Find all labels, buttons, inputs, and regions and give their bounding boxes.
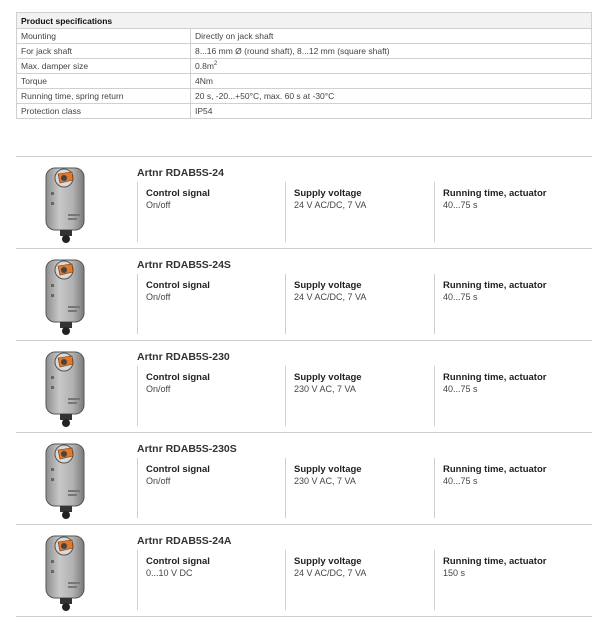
spec-value [191, 59, 592, 74]
spec-row [17, 104, 592, 119]
supply-voltage-value: 24 V AC/DC, 7 VA [294, 568, 367, 578]
product-specifications-table [16, 12, 592, 119]
running-time-header: Running time, actuator [443, 464, 547, 475]
control-signal-header: Control signal [146, 556, 210, 567]
product-list [16, 156, 592, 617]
specs-header: Product specifications [17, 13, 592, 29]
supply-voltage-cell [285, 366, 434, 426]
product-title: Artnr RDAB5S-230S [137, 443, 237, 455]
spec-row [17, 74, 592, 89]
product-item [16, 524, 592, 617]
running-time-value: 40...75 s [443, 476, 478, 486]
spec-label: Max. damper size [17, 59, 191, 74]
running-time-header: Running time, actuator [443, 556, 547, 567]
supply-voltage-value: 24 V AC/DC, 7 VA [294, 292, 367, 302]
actuator-image [38, 440, 94, 520]
spec-row [17, 29, 592, 44]
supply-voltage-cell [285, 182, 434, 242]
supply-voltage-cell [285, 458, 434, 518]
spec-label: Running time, spring return [17, 89, 191, 104]
spec-label: Protection class [17, 104, 191, 119]
supply-voltage-value: 230 V AC, 7 VA [294, 384, 356, 394]
running-time-cell [434, 550, 593, 610]
spec-label: Mounting [17, 29, 191, 44]
product-item [16, 248, 592, 340]
control-signal-cell [137, 550, 286, 610]
control-signal-header: Control signal [146, 280, 210, 291]
actuator-image [38, 348, 94, 428]
running-time-header: Running time, actuator [443, 372, 547, 383]
running-time-value: 150 s [443, 568, 466, 578]
spec-row [17, 44, 592, 59]
spec-label: Torque [17, 74, 191, 89]
product-title: Artnr RDAB5S-24A [137, 535, 232, 547]
control-signal-value: On/off [146, 384, 171, 394]
running-time-header: Running time, actuator [443, 280, 547, 291]
control-signal-cell [137, 366, 286, 426]
spec-value: Directly on jack shaft [191, 29, 592, 44]
control-signal-cell [137, 274, 286, 334]
supply-voltage-header: Supply voltage [294, 372, 362, 383]
damper-size-value: 0.8m [195, 61, 214, 71]
product-item [16, 156, 592, 248]
damper-size-exponent: 2 [213, 61, 218, 68]
running-time-value: 40...75 s [443, 292, 478, 302]
control-signal-value: On/off [146, 292, 171, 302]
control-signal-cell [137, 182, 286, 242]
product-title: Artnr RDAB5S-230 [137, 351, 230, 363]
supply-voltage-header: Supply voltage [294, 464, 362, 475]
control-signal-header: Control signal [146, 372, 210, 383]
supply-voltage-header: Supply voltage [294, 280, 362, 291]
running-time-value: 40...75 s [443, 200, 478, 210]
running-time-value: 40...75 s [443, 384, 478, 394]
spec-label: For jack shaft [17, 44, 191, 59]
product-item [16, 432, 592, 524]
spec-value: 4Nm [191, 74, 592, 89]
actuator-image [38, 256, 94, 336]
product-title: Artnr RDAB5S-24 [137, 167, 224, 179]
spec-value: 8...16 mm Ø (round shaft), 8...12 mm (square shaft) [191, 44, 592, 59]
spec-row [17, 59, 592, 74]
control-signal-value: 0...10 V DC [146, 568, 193, 578]
supply-voltage-value: 230 V AC, 7 VA [294, 476, 356, 486]
running-time-header: Running time, actuator [443, 188, 547, 199]
running-time-cell [434, 274, 593, 334]
running-time-cell [434, 182, 593, 242]
spec-value: 20 s, -20...+50°C, max. 60 s at -30°C [191, 89, 592, 104]
product-item [16, 340, 592, 432]
control-signal-header: Control signal [146, 464, 210, 475]
supply-voltage-header: Supply voltage [294, 188, 362, 199]
actuator-image [38, 532, 94, 612]
spec-value: IP54 [191, 104, 592, 119]
supply-voltage-cell [285, 550, 434, 610]
control-signal-value: On/off [146, 476, 171, 486]
running-time-cell [434, 458, 593, 518]
control-signal-header: Control signal [146, 188, 210, 199]
control-signal-value: On/off [146, 200, 171, 210]
supply-voltage-header: Supply voltage [294, 556, 362, 567]
supply-voltage-value: 24 V AC/DC, 7 VA [294, 200, 367, 210]
control-signal-cell [137, 458, 286, 518]
spec-row [17, 89, 592, 104]
running-time-cell [434, 366, 593, 426]
actuator-image [38, 164, 94, 244]
product-title: Artnr RDAB5S-24S [137, 259, 231, 271]
supply-voltage-cell [285, 274, 434, 334]
